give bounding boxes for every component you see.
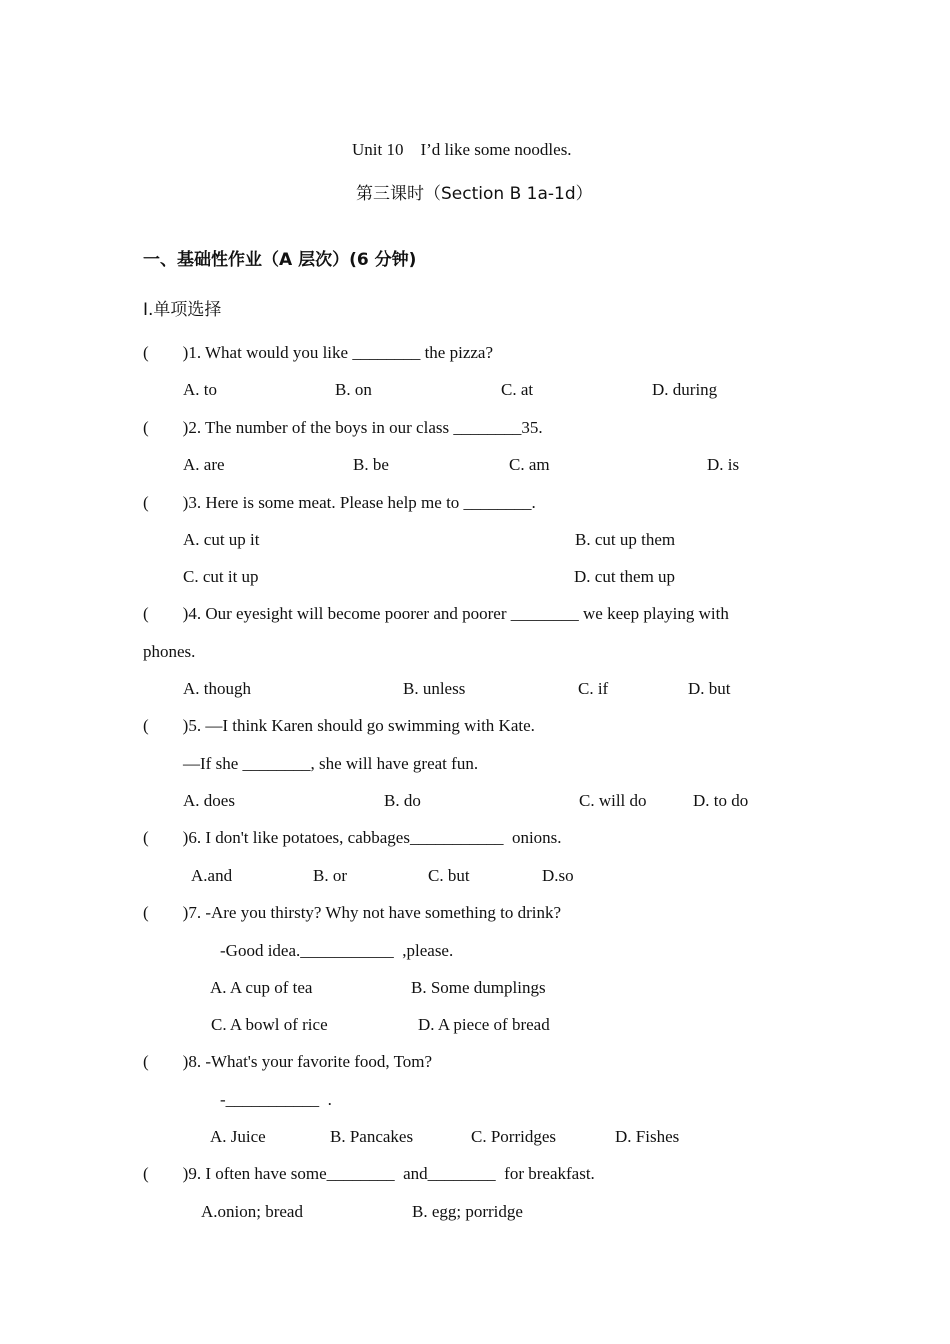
q8-option-b: B. Pancakes [330, 1127, 414, 1146]
q4-option-a: A. though [183, 679, 251, 698]
q9-option-a: A.onion; bread [201, 1202, 303, 1221]
q2-option-d: D. is [707, 455, 740, 474]
q6-option-c: C. but [428, 866, 470, 885]
q5-option-d: D. to do [693, 791, 749, 810]
q2-option-a: A. are [183, 455, 225, 474]
question-8-stem: ( )8. -What's your favorite food, Tom? [143, 1052, 433, 1071]
q8-option-d: D. Fishes [615, 1127, 680, 1146]
q3-option-b: B. cut up them [575, 530, 676, 549]
q8-option-a: A. Juice [210, 1127, 266, 1146]
q1-option-d: D. during [652, 380, 718, 399]
q3-option-a: A. cut up it [183, 530, 260, 549]
q1-option-b: B. on [335, 380, 372, 399]
q4-option-d: D. but [688, 679, 731, 698]
q6-option-a: A.and [191, 866, 233, 885]
q1-option-c: C. at [501, 380, 534, 399]
question-3-stem: ( )3. Here is some meat. Please help me to ________. [143, 493, 536, 512]
section-heading: 一、基础性作业（A 层次）(6 分钟) [143, 250, 417, 270]
q7-option-c: C. A bowl of rice [211, 1015, 328, 1034]
question-5-stem-cont: —If she ________, she will have great fun. [183, 754, 479, 773]
q5-option-c: C. will do [579, 791, 647, 810]
question-8-stem-cont: -___________ . [220, 1090, 332, 1109]
q5-option-b: B. do [384, 791, 421, 810]
q2-option-c: C. am [509, 455, 550, 474]
q1-option-a: A. to [183, 380, 217, 399]
q7-option-b: B. Some dumplings [411, 978, 546, 997]
q7-option-d: D. A piece of bread [418, 1015, 550, 1034]
question-4-stem-cont: phones. [143, 642, 196, 661]
lesson-subtitle: 第三课时（Section B 1a-1d） [356, 184, 593, 204]
q4-option-c: C. if [578, 679, 609, 698]
part-title: I.单项选择 [143, 300, 222, 320]
question-7-stem: ( )7. -Are you thirsty? Why not have something to drink? [143, 903, 561, 922]
question-1-stem: ( )1. What would you like ________ the pizza? [143, 343, 493, 362]
unit-title: Unit 10 I’d like some noodles. [352, 140, 572, 159]
q3-option-c: C. cut it up [183, 567, 259, 586]
q4-option-b: B. unless [403, 679, 466, 698]
question-6-stem: ( )6. I don't like potatoes, cabbages___________ onions. [143, 828, 562, 847]
q6-option-b: B. or [313, 866, 347, 885]
q9-option-b: B. egg; porridge [412, 1202, 523, 1221]
q5-option-a: A. does [183, 791, 235, 810]
question-9-stem: ( )9. I often have some________ and________ for breakfast. [143, 1164, 595, 1183]
q2-option-b: B. be [353, 455, 389, 474]
q8-option-c: C. Porridges [471, 1127, 556, 1146]
q6-option-d: D.so [542, 866, 574, 885]
q7-option-a: A. A cup of tea [210, 978, 313, 997]
question-7-stem-cont: -Good idea.___________ ,please. [220, 941, 454, 960]
question-2-stem: ( )2. The number of the boys in our class ________35. [143, 418, 543, 437]
question-5-stem: ( )5. —I think Karen should go swimming with Kate. [143, 716, 535, 735]
q3-option-d: D. cut them up [574, 567, 676, 586]
question-4-stem: ( )4. Our eyesight will become poorer and poorer ________ we keep playing with [143, 604, 729, 623]
